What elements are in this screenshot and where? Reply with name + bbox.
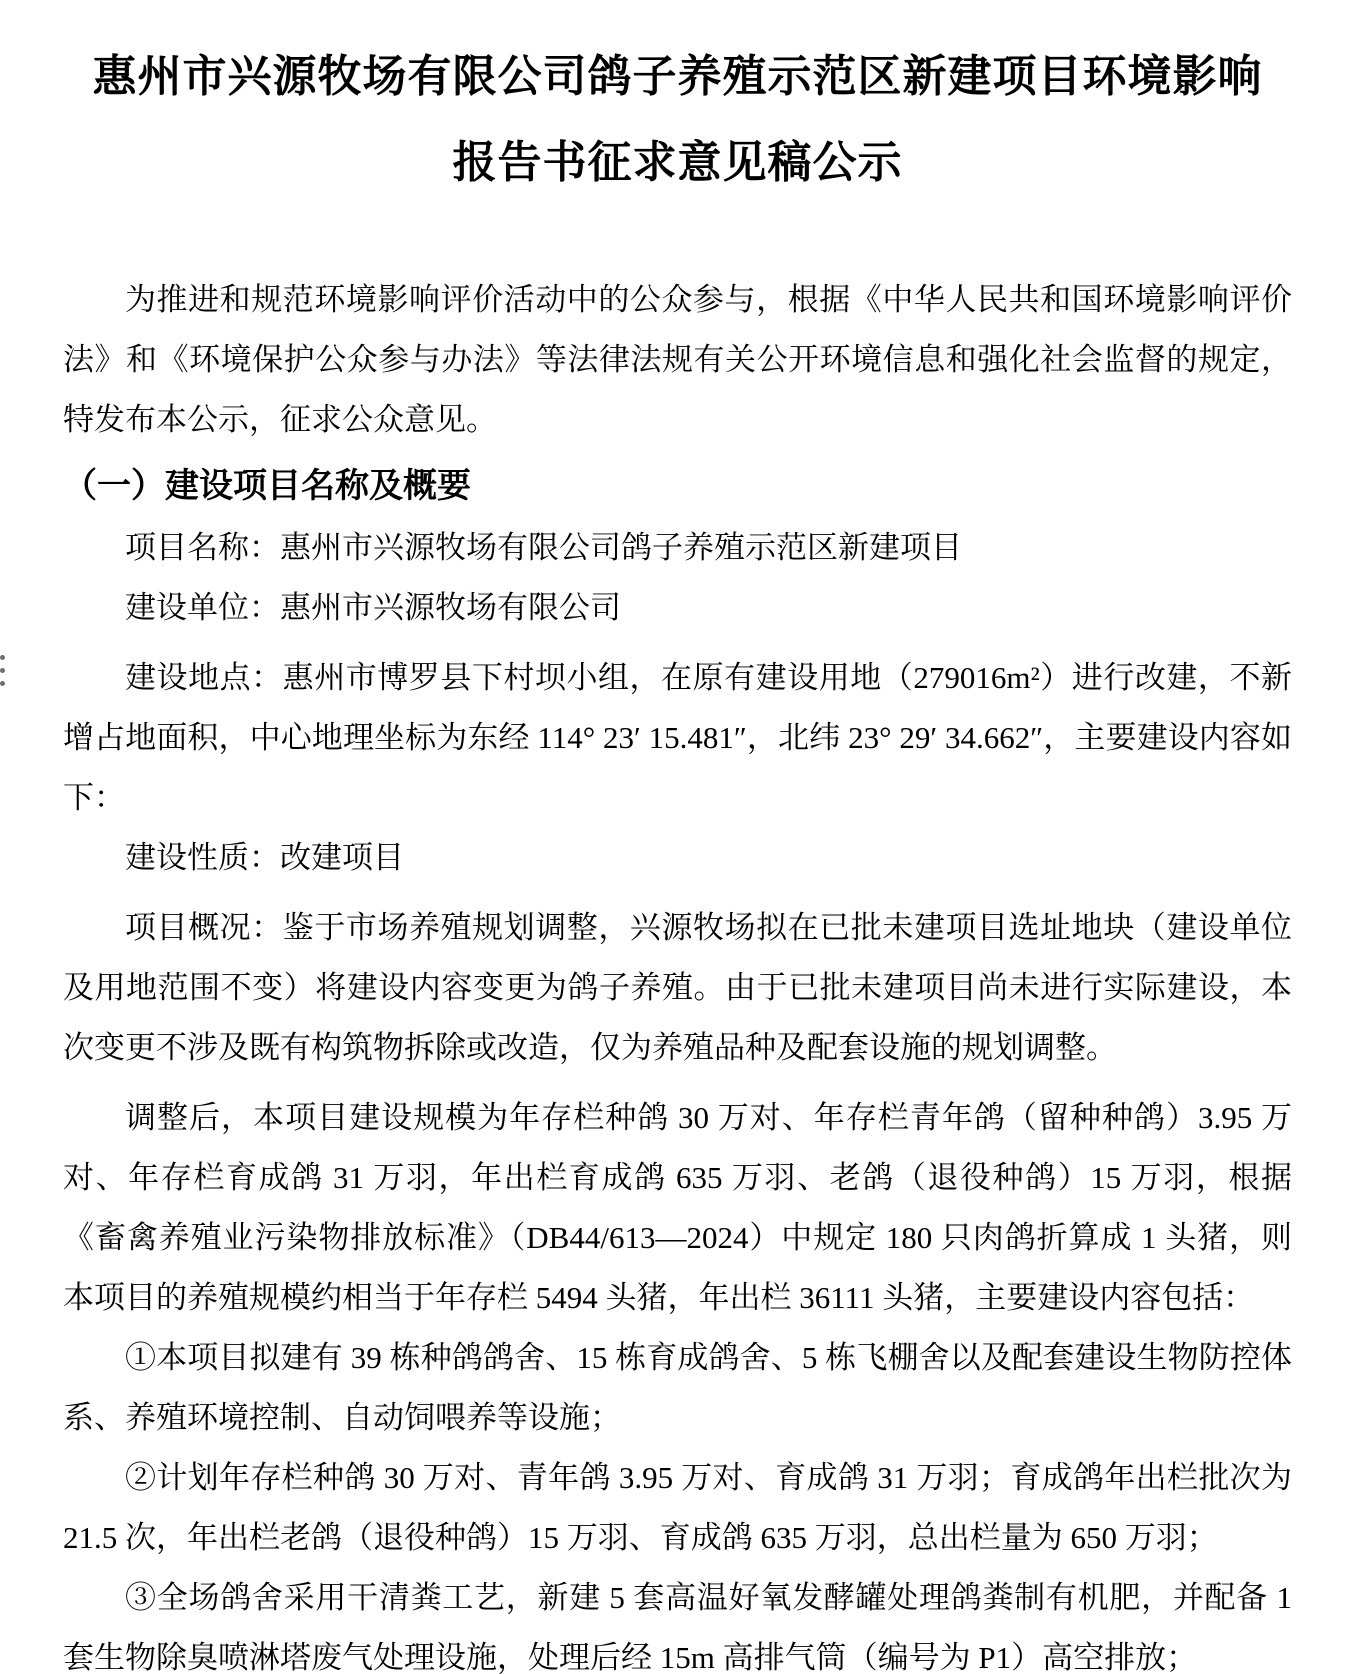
intro-paragraph: 为推进和规范环境影响评价活动中的公众参与，根据《中华人民共和国环境影响评价法》和《环境保护公众参与办法》等法律法规有关公开环境信息和强化社会监督的规定，特发布本公示，征求公众意见。 xyxy=(63,282,1292,437)
document-title-line2: 报告书征求意见稿公示 xyxy=(452,138,903,187)
section-one-heading: （一）建设项目名称及概要 xyxy=(63,468,471,505)
vertical-dots-handle-icon[interactable] xyxy=(0,655,10,686)
paragraph-item-2: ②计划年存栏种鸽 30 万对、青年鸽 3.95 万对、育成鸽 31 万羽；育成鸽年出栏批次为 21.5 次，年出栏老鸽（退役种鸽）15 万羽、育成鸽 635 万羽，总出栏量为 650 万羽； xyxy=(63,1460,1292,1555)
document-body xyxy=(63,270,1292,1674)
paragraph-construction-nature: 建设性质：改建项目 xyxy=(125,840,404,875)
document-title xyxy=(70,34,1285,206)
paragraph-project-overview: 项目概况：鉴于市场养殖规划调整，兴源牧场拟在已批未建项目选址地块（建设单位及用地范围不变）将建设内容变更为鸽子养殖。由于已批未建项目尚未进行实际建设，本次变更不涉及既有构筑物拆除或改造，仅为养殖品种及配套设施的规划调整。 xyxy=(63,910,1292,1065)
dot xyxy=(0,681,5,686)
paragraph-item-3: ③全场鸽舍采用干清粪工艺，新建 5 套高温好氧发酵罐处理鸽粪制有机肥，并配备 1 套生物除臭喷淋塔废气处理设施，处理后经 15m 高排气筒（编号为 P1）高空排放； xyxy=(63,1580,1292,1674)
paragraph-construction-unit: 建设单位：惠州市兴源牧场有限公司 xyxy=(125,590,621,625)
paragraph-adjusted-scale: 调整后，本项目建设规模为年存栏种鸽 30 万对、年存栏青年鸽（留种种鸽）3.95 万对、年存栏育成鸽 31 万羽，年出栏育成鸽 635 万羽、老鸽（退役种鸽）15 万羽，根据《畜禽养殖业污染物排放标准》（DB44/613—2024）中规定 180 只肉鸽折算成 1 头猪，则本项目的养殖规模约相当于年存栏 5494 头猪，年出栏 36111 头猪，主要建设内容包括： xyxy=(63,1100,1292,1315)
paragraph-construction-site: 建设地点：惠州市博罗县下村坝小组，在原有建设用地（279016m²）进行改建，不新增占地面积，中心地理坐标为东经 114° 23′ 15.481″，北纬 23° 29′ 34.662″，主要建设内容如下： xyxy=(63,660,1292,815)
dot xyxy=(0,668,5,673)
document-title-line1: 惠州市兴源牧场有限公司鸽子养殖示范区新建项目环境影响 xyxy=(92,52,1263,101)
paragraph-item-1: ①本项目拟建有 39 栋种鸽鸽舍、15 栋育成鸽舍、5 栋飞棚舍以及配套建设生物防控体系、养殖环境控制、自动饲喂养等设施； xyxy=(63,1340,1292,1435)
dot xyxy=(0,655,5,660)
paragraph-project-name: 项目名称：惠州市兴源牧场有限公司鸽子养殖示范区新建项目 xyxy=(125,530,962,565)
